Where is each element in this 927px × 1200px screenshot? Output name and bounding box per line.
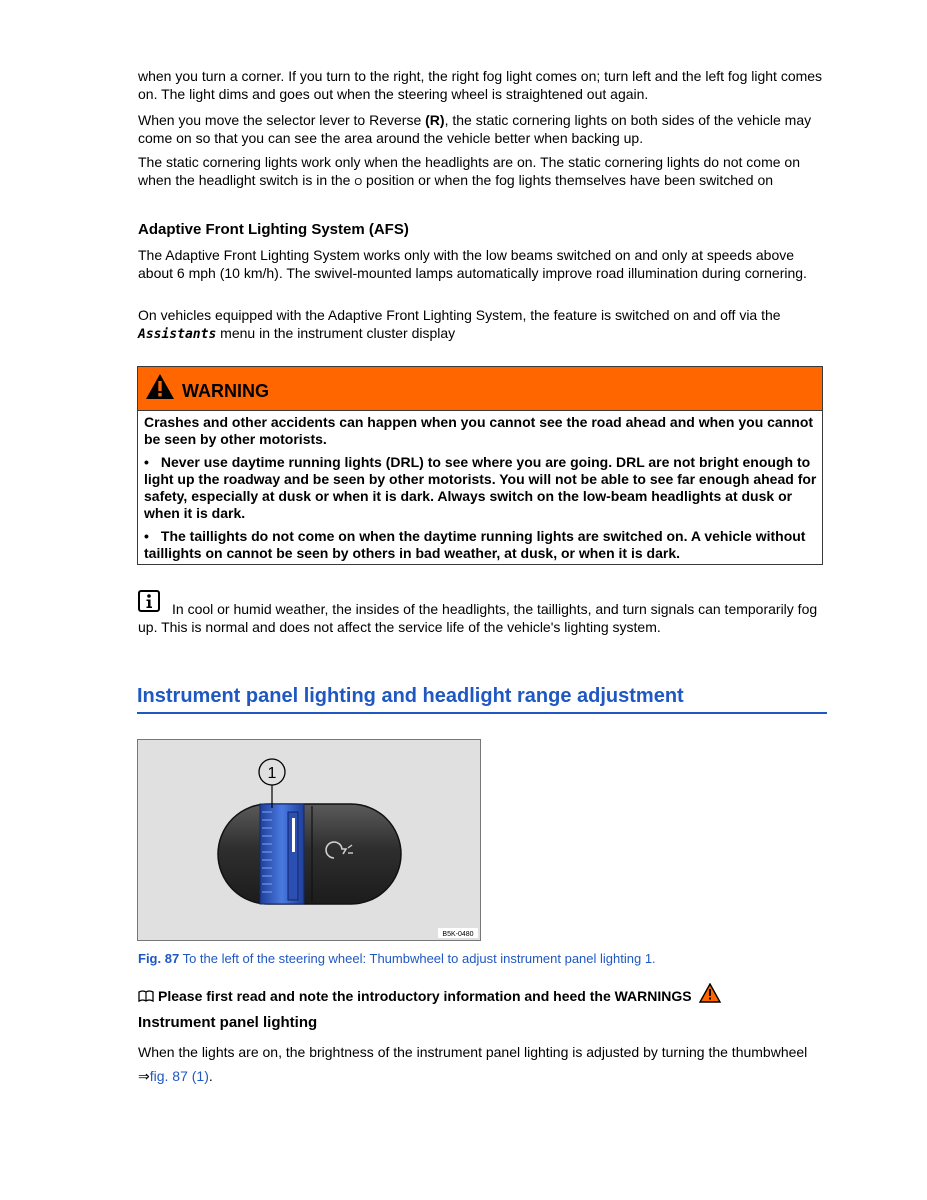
afs-p2-text: On vehicles equipped with the Adaptive Front Lighting System, the feature is switched on and off via the <box>138 307 781 323</box>
panel-lighting-heading: Instrument panel lighting <box>138 1014 318 1031</box>
afs-paragraph-1: The Adaptive Front Lighting System works only with the low beams switched on and only at speeds above about 6 mph (10 km/h). The swivel-mounted lamps automatically improve road illumination during cornering. <box>138 247 807 281</box>
read-first-line <box>138 983 824 1006</box>
warning-bullet-text: The taillights do not come on when the daytime running lights are switched on. A vehicle without taillights on cannot be seen by others in bad weather, at dusk, or when it is dark. <box>144 528 806 561</box>
reverse-gear-label: (R) <box>425 112 445 128</box>
afs-heading: Adaptive Front Lighting System (AFS) <box>138 221 409 238</box>
fig-87-link[interactable]: fig. 87 (1) <box>149 1068 209 1084</box>
intro-p2-text-after: , the static cornering lights on both sides of the vehicle may come on so that you can see the area around the vehicle better when backing up. <box>138 112 812 146</box>
arrow-icon: ⇒ <box>138 1068 150 1084</box>
bullet-icon: • <box>144 528 149 544</box>
warning-paragraph: Crashes and other accidents can happen when you cannot see the road ahead and when you cannot be seen by other motorists. <box>144 414 814 447</box>
intro-p2-text: When you move the selector lever to Reverse <box>138 112 426 128</box>
warning-triangle-icon <box>145 373 175 400</box>
section-title: Instrument panel lighting and headlight range adjustment <box>137 684 827 714</box>
warning-title: WARNING <box>182 381 269 401</box>
figure-caption-text: To the left of the steering wheel: Thumbwheel to adjust instrument panel lighting 1. <box>179 951 656 966</box>
intro-paragraph-2 <box>138 112 824 147</box>
intro-p3-text-after: position or when the fog lights themselves have been switched on <box>362 171 774 188</box>
intro-paragraph-1: when you turn a corner. If you turn to the right, the right fog light comes on; turn left and the left fog light comes on. The light dims and goes out when the steering wheel is straightened out again. <box>138 68 823 102</box>
read-first-text: Please first read and note the introductory information and heed the WARNINGS <box>158 988 692 1004</box>
panel-lighting-text: When the lights are on, the brightness of the instrument panel lighting is adjusted by turning the thumbwheel <box>138 1044 808 1060</box>
figure-callout-1: 1 <box>267 765 277 782</box>
intro-p3-text: The static cornering lights work only when the headlights are on. The static cornering lights do not come on when the headlight switch is in the <box>138 154 800 188</box>
assistants-menu-label: Assistants <box>138 326 217 342</box>
intro-paragraph-3 <box>138 154 824 191</box>
note-text: In cool or humid weather, the insides of the headlights, the taillights, and turn signals can temporarily fog up. This is normal and does not affect the service life of the vehicle's lighting system. <box>138 601 818 635</box>
afs-p2-text-after: menu in the instrument cluster display <box>216 324 456 341</box>
warning-bullet-item <box>144 528 817 562</box>
warning-triangle-small-icon[interactable] <box>699 983 721 1003</box>
open-book-icon <box>138 990 154 1002</box>
warning-bullet-item <box>144 454 817 522</box>
panel-lighting-text-end: . <box>208 1068 213 1084</box>
figure-code: B5K-0480 <box>442 931 474 938</box>
figure-caption <box>138 950 824 968</box>
warning-box <box>137 366 823 565</box>
headlight-off-symbol: O <box>354 176 363 188</box>
warning-body <box>138 411 822 562</box>
thumbwheel-illustration <box>138 740 480 940</box>
bullet-icon: • <box>144 454 149 470</box>
afs-paragraph-2 <box>138 307 824 343</box>
figure-87 <box>137 739 481 941</box>
warning-header <box>138 367 822 411</box>
panel-lighting-paragraph <box>138 1040 824 1088</box>
warning-bullet-text: Never use daytime running lights (DRL) to see where you are going. DRL are not bright enough to light up the roadway and be seen by other motorists. You will not be able to see far enough ahead for safety, especially at dusk or when it is dark. Always switch on the low-beam headlights at dusk or when it is dark. <box>144 454 817 521</box>
figure-label: Fig. 87 <box>138 951 180 966</box>
